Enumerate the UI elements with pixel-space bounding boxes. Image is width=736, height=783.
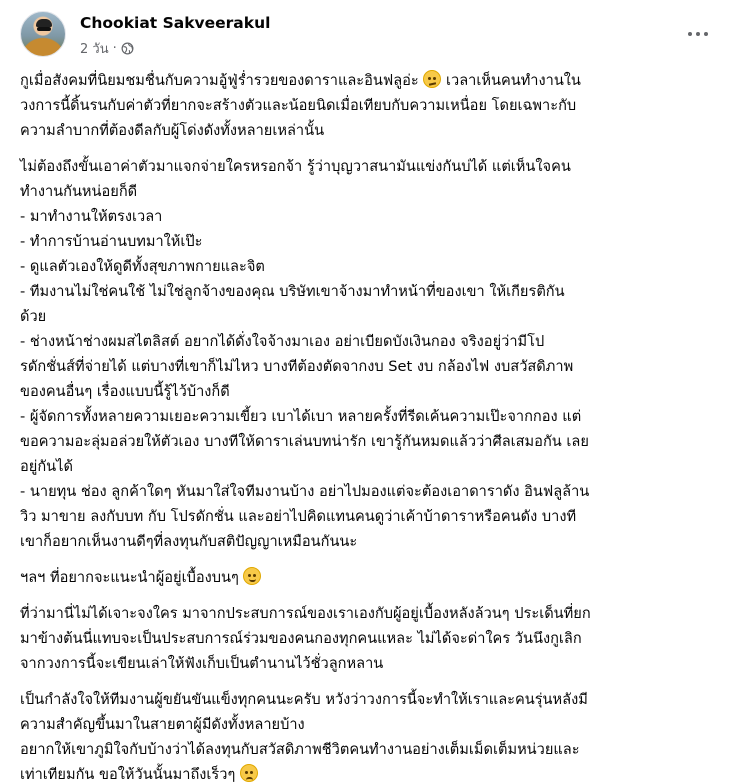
meta-separator: ·	[112, 41, 117, 56]
post-line: ไม่ต้องถึงขั้นเอาค่าตัวมาแจกจ่ายใครหรอกจ้า รู้ว่าบุญวาสนามันแข่งกันบ่ได้ แต่เห็นใจคน	[20, 158, 571, 175]
post-text-fragment: เวลาเห็นคนทำงานใน	[446, 72, 581, 89]
post-line: อยู่กันได้	[20, 458, 73, 475]
post-line: ทำงานกันหน่อยก็ดี	[20, 183, 138, 200]
post-line: - ช่างหน้าช่างผมสไตลิสต์ อยากได้ดั่งใจจ้างมาเอง อย่าเบียดบังเงินกอง จริงอยู่ว่ามีโป	[20, 333, 545, 350]
globe-icon[interactable]	[121, 42, 134, 55]
post-line: วิว มาขาย ลงกับบท กับ โปรดักชั่น และอย่าไปคิดแทนคนดูว่าเค้าบ้าดาราหรือคนดัง บางที	[20, 508, 577, 525]
post-line: - ดูแลตัวเองให้ดูดีทั้งสุขภาพกายและจิต	[20, 258, 265, 275]
avatar-glasses-shape	[37, 27, 51, 31]
post-header	[14, 10, 722, 62]
post-line: มาข้างต้นนี่แทบจะเป็นประสบการณ์ร่วมของคนกองทุกคนแหละ ไม่ได้จะด่าใคร วันนึงกูเลิก	[20, 630, 582, 647]
post-line: เขาก็อยากเห็นงานดีๆที่ลงทุนกับสติปัญญาเหมือนกันนะ	[20, 533, 358, 550]
pleading-face-emoji-icon	[240, 764, 258, 782]
post-timestamp[interactable]: 2 วัน	[80, 42, 109, 57]
smile-emoji-icon	[243, 567, 261, 585]
post-line: ด้วย	[20, 308, 47, 325]
post-paragraph-2	[20, 154, 720, 554]
post-body	[20, 68, 720, 783]
post-line	[20, 565, 720, 590]
post-paragraph-3	[20, 565, 720, 590]
post-line	[20, 68, 720, 93]
post-paragraph-5	[20, 687, 720, 783]
post-line: - ผู้จัดการทั้งหลายความเยอะความเขี้ยว เบาได้เบา หลายครั้งที่รีดเค้นความเป๊ะจากกอง แต่	[20, 408, 582, 425]
post-paragraph-4	[20, 601, 720, 676]
post-line: จากวงการนี้จะเขียนเล่าให้ฟังเก็บเป็นตำนานไว้ชั่วลูกหลาน	[20, 655, 384, 672]
post-line: รดักชั่นส์ที่จ่ายได้ แต่บางที่เขาก็ไม่ไหว บางทีต้องตัดจากงบ Set งบ กล้องไฟ งบสวัสดิภาพ	[20, 358, 574, 375]
post-line: - ทำการบ้านอ่านบทมาให้เป๊ะ	[20, 233, 203, 250]
post-line: อยากให้เขาภูมิใจกับบ้างว่าได้ลงทุนกับสวัสดิภาพชีวิตคนทำงานอย่างเต็มเม็ดเต็มหน่วยและ	[20, 741, 580, 758]
post-line: เป็นกำลังใจให้ทีมงานผู้ขยันขันแข็งทุกคนนะครับ หวังว่าวงการนี้จะทำให้เราและคนรุ่นหลังมี	[20, 691, 588, 708]
post-line: ที่ว่ามานี่ไม่ได้เจาะจงใคร มาจากประสบการณ์ของเราเองกับผู้อยู่เบื้องหลังล้วนๆ ประเด็นที่ยก	[20, 605, 591, 622]
post-line: - นายทุน ช่อง ลูกค้าใดๆ หันมาใส่ใจทีมงานบ้าง อย่าไปมองแต่จะต้องเอาดาราดัง อินฟลูล้าน	[20, 483, 590, 500]
avatar[interactable]	[20, 11, 66, 57]
post-text-fragment: กูเมื่อสังคมที่นิยมชมชื่นกับความอู้ฟู่ร่ำรวยของดาราและอินฟลูอ่ะ	[20, 72, 419, 89]
more-options-icon[interactable]	[682, 18, 714, 50]
confused-face-emoji-icon	[423, 70, 441, 88]
post-text-fragment: ฯลฯ ที่อยากจะแนะนำผู้อยู่เบื้องบนๆ	[20, 569, 239, 586]
post-text-fragment: เท่าเทียมกัน ขอให้วันนั้นมาถึงเร็วๆ	[20, 766, 236, 783]
post-line: วงการนี้ดิ้นรนกับค่าตัวที่ยากจะสร้างตัวและน้อยนิดเมื่อเทียบกับความเหนื่อย โดยเฉพาะกับ	[20, 97, 577, 114]
post-line	[20, 762, 720, 783]
author-name[interactable]: Chookiat Sakveerakul	[80, 14, 271, 32]
post-line: ขอความอะลุ่มอล่วยให้ตัวเอง บางทีให้ดาราเล่นบทน่ารัก เขารู้กันหมดแล้วว่าศีลเสมอกัน เลย	[20, 433, 589, 450]
post-line: ความลำบากที่ต้องดีลกับผู้โด่งดังทั้งหลายเหล่านั้น	[20, 122, 325, 139]
post-line: - ทีมงานไม่ใช่คนใช้ ไม่ใช่ลูกจ้างของคุณ บริษัทเขาจ้างมาทำหน้าที่ของเขา ให้เกียรติกัน	[20, 283, 565, 300]
post-line: ความสำคัญขึ้นมาในสายตาผู้มีดังทั้งหลายบ้าง	[20, 716, 305, 733]
avatar-cap-shape	[36, 19, 52, 27]
post-paragraph-1	[20, 68, 720, 143]
post-meta	[80, 38, 134, 59]
post-line: ของคนอื่นๆ เรื่องแบบนี้รู้ไว้บ้างก็ดี	[20, 383, 230, 400]
post-line: - มาทำงานให้ตรงเวลา	[20, 208, 163, 225]
